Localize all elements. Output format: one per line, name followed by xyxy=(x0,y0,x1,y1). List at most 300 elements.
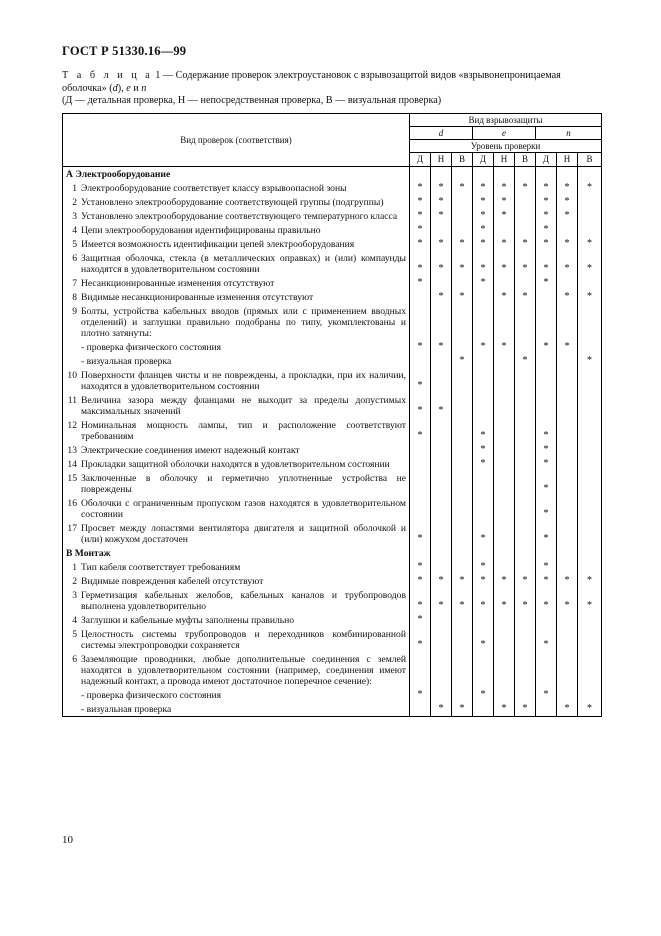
mark-cell xyxy=(494,521,515,546)
mark-cell xyxy=(431,627,452,652)
table-row xyxy=(63,354,602,368)
mark-cell xyxy=(494,496,515,521)
mark-cell xyxy=(515,393,536,418)
mark-cell xyxy=(410,471,431,496)
mark-cell xyxy=(452,496,473,521)
mark-cell xyxy=(557,393,578,418)
mark-cell: * xyxy=(536,627,557,652)
mark-cell xyxy=(494,304,515,340)
mark-cell xyxy=(515,167,536,182)
mark-cell: * xyxy=(473,223,494,237)
col-header-level: Уровень проверки xyxy=(410,140,602,153)
section-row xyxy=(63,167,602,182)
mark-cell xyxy=(452,521,473,546)
row-number: 12 xyxy=(67,420,77,431)
row-description xyxy=(63,627,410,652)
mark-cell: * xyxy=(452,588,473,613)
row-number xyxy=(66,690,77,701)
mark-cell: * xyxy=(410,588,431,613)
row-description xyxy=(63,702,410,717)
mark-cell xyxy=(473,702,494,717)
row-number: 13 xyxy=(67,445,77,456)
mark-cell: * xyxy=(431,251,452,276)
mark-cell: * xyxy=(473,195,494,209)
table-row xyxy=(63,471,602,496)
table-row xyxy=(63,496,602,521)
row-text: Заглушки и кабельные муфты заполнены правильно xyxy=(81,615,295,626)
row-description xyxy=(63,181,410,195)
mark-cell xyxy=(494,393,515,418)
mark-cell xyxy=(536,368,557,393)
mark-cell xyxy=(494,418,515,443)
mark-cell xyxy=(452,443,473,457)
row-number: 17 xyxy=(67,523,77,534)
mark-cell xyxy=(557,560,578,574)
mark-cell: * xyxy=(410,223,431,237)
row-description xyxy=(63,652,410,688)
row-number: 6 xyxy=(72,654,77,665)
mark-cell xyxy=(515,457,536,471)
mark-cell xyxy=(515,546,536,560)
row-text: Номинальная мощность лампы, тип и расположение соответствуют требованиям xyxy=(81,420,406,442)
mark-cell xyxy=(578,368,602,393)
mark-cell xyxy=(431,496,452,521)
row-text: Просвет между лопастями вентилятора двигателя и защитной оболочкой и (или) кожухом достаточен xyxy=(81,523,406,545)
mark-cell: * xyxy=(536,471,557,496)
mark-cell xyxy=(494,560,515,574)
mark-cell xyxy=(431,304,452,340)
mark-cell xyxy=(494,354,515,368)
mark-cell: * xyxy=(515,588,536,613)
mark-cell: * xyxy=(557,209,578,223)
mark-cell: * xyxy=(410,613,431,627)
row-number: 11 xyxy=(67,395,77,406)
row-text: Прокладки защитной оболочки находятся в удовлетворительном состоянии xyxy=(81,459,390,470)
row-description xyxy=(63,393,410,418)
mark-cell xyxy=(410,354,431,368)
mark-cell xyxy=(515,368,536,393)
mark-cell xyxy=(515,340,536,354)
row-description xyxy=(63,209,410,223)
mark-cell xyxy=(515,613,536,627)
mark-cell xyxy=(473,613,494,627)
mark-cell xyxy=(536,354,557,368)
mark-cell xyxy=(494,652,515,688)
mark-cell: * xyxy=(473,181,494,195)
mark-cell xyxy=(578,223,602,237)
mark-cell: * xyxy=(452,354,473,368)
mark-cell: * xyxy=(557,340,578,354)
mark-cell xyxy=(452,209,473,223)
mark-cell: * xyxy=(431,340,452,354)
mark-cell xyxy=(557,613,578,627)
mark-cell xyxy=(515,418,536,443)
mark-cell xyxy=(410,546,431,560)
mark-cell xyxy=(452,627,473,652)
table-row xyxy=(63,688,602,702)
mark-cell xyxy=(578,340,602,354)
row-description xyxy=(63,290,410,304)
mark-cell xyxy=(494,223,515,237)
row-text: Защитная оболочка, стекла (в металлических оправках) и (или) компаунды находятся в удовлетворительном состоянии xyxy=(81,253,406,275)
mark-cell: * xyxy=(536,560,557,574)
mark-cell xyxy=(473,652,494,688)
mark-cell xyxy=(536,546,557,560)
mark-cell xyxy=(515,496,536,521)
level-header-cell: Н xyxy=(494,153,515,167)
row-description xyxy=(63,521,410,546)
mark-cell xyxy=(578,560,602,574)
mark-cell xyxy=(578,195,602,209)
mark-cell xyxy=(452,167,473,182)
mark-cell xyxy=(536,613,557,627)
row-number: 6 xyxy=(72,253,77,264)
row-description xyxy=(63,613,410,627)
mark-cell: * xyxy=(578,354,602,368)
mark-cell: * xyxy=(473,340,494,354)
level-header-cell: Н xyxy=(557,153,578,167)
mark-cell xyxy=(515,195,536,209)
mark-cell xyxy=(431,223,452,237)
row-number: 7 xyxy=(72,278,77,289)
mark-cell: * xyxy=(557,588,578,613)
mark-cell xyxy=(452,418,473,443)
row-number: 4 xyxy=(72,615,77,626)
table-row xyxy=(63,443,602,457)
row-text: Видимые несанкционированные изменения отсутствуют xyxy=(81,292,314,303)
row-number: 14 xyxy=(67,459,77,470)
mark-cell: * xyxy=(515,702,536,717)
row-text: - визуальная проверка xyxy=(81,704,172,715)
mark-cell: * xyxy=(452,574,473,588)
mark-cell xyxy=(452,613,473,627)
mark-cell: * xyxy=(536,588,557,613)
mark-cell xyxy=(536,167,557,182)
mark-cell xyxy=(494,276,515,290)
mark-cell xyxy=(494,457,515,471)
caption-line-2 xyxy=(62,83,598,96)
mark-cell xyxy=(494,627,515,652)
mark-cell: * xyxy=(578,251,602,276)
mark-cell xyxy=(578,276,602,290)
mark-cell: * xyxy=(410,209,431,223)
row-number: 5 xyxy=(72,629,77,640)
section-title: А Электрооборудование xyxy=(63,167,410,182)
caption-type-e: e xyxy=(126,82,131,94)
caption-type-d: d xyxy=(112,82,118,94)
mark-cell xyxy=(557,627,578,652)
mark-cell xyxy=(473,546,494,560)
mark-cell: * xyxy=(431,209,452,223)
mark-cell: * xyxy=(536,457,557,471)
mark-cell xyxy=(557,521,578,546)
mark-cell xyxy=(557,443,578,457)
mark-cell: * xyxy=(473,560,494,574)
col-header-type-e: e xyxy=(473,127,536,140)
mark-cell xyxy=(557,223,578,237)
mark-cell xyxy=(473,354,494,368)
row-description xyxy=(63,368,410,393)
mark-cell xyxy=(515,521,536,546)
table-caption xyxy=(62,70,598,108)
mark-cell xyxy=(515,560,536,574)
mark-cell xyxy=(578,521,602,546)
mark-cell xyxy=(515,304,536,340)
row-description xyxy=(63,195,410,209)
mark-cell xyxy=(431,560,452,574)
mark-cell: * xyxy=(557,574,578,588)
mark-cell xyxy=(515,652,536,688)
mark-cell xyxy=(452,546,473,560)
mark-cell xyxy=(578,546,602,560)
row-description xyxy=(63,496,410,521)
mark-cell xyxy=(515,688,536,702)
row-text: Установлено электрооборудование соответствующего температурного класса xyxy=(81,211,398,222)
table-row xyxy=(63,276,602,290)
table-row xyxy=(63,627,602,652)
row-number: 9 xyxy=(72,306,77,317)
mark-cell xyxy=(515,471,536,496)
mark-cell xyxy=(410,702,431,717)
mark-cell xyxy=(410,443,431,457)
level-header-cell: Д xyxy=(536,153,557,167)
row-number: 2 xyxy=(72,576,77,587)
mark-cell: * xyxy=(410,521,431,546)
mark-cell xyxy=(494,368,515,393)
row-text: Целостность системы трубопроводов и переходников комбинированной системы электропроводки сохраняется xyxy=(81,629,406,651)
mark-cell: * xyxy=(515,181,536,195)
mark-cell: * xyxy=(494,702,515,717)
mark-cell: * xyxy=(515,237,536,251)
mark-cell: * xyxy=(410,688,431,702)
row-description xyxy=(63,340,410,354)
row-text: Заключенные в оболочку и герметично уплотненные устройства не повреждены xyxy=(81,473,406,495)
mark-cell xyxy=(536,702,557,717)
table-row xyxy=(63,702,602,717)
table-row xyxy=(63,251,602,276)
row-number xyxy=(66,704,77,715)
mark-cell: * xyxy=(536,209,557,223)
caption-line-1 xyxy=(62,70,598,83)
mark-cell xyxy=(557,368,578,393)
row-description xyxy=(63,560,410,574)
mark-cell xyxy=(473,496,494,521)
row-description xyxy=(63,276,410,290)
caption-line-3: (Д — детальная проверка, Н — непосредственная проверка, В — визуальная проверка) xyxy=(62,95,442,107)
mark-cell xyxy=(452,471,473,496)
mark-cell xyxy=(473,368,494,393)
mark-cell xyxy=(557,354,578,368)
mark-cell: * xyxy=(431,237,452,251)
mark-cell: * xyxy=(494,588,515,613)
mark-cell: * xyxy=(431,588,452,613)
row-description xyxy=(63,251,410,276)
mark-cell xyxy=(578,167,602,182)
mark-cell xyxy=(452,652,473,688)
row-number: 5 xyxy=(72,239,77,250)
mark-cell xyxy=(515,627,536,652)
mark-cell: * xyxy=(515,574,536,588)
mark-cell: * xyxy=(557,290,578,304)
table-row xyxy=(63,290,602,304)
table-row xyxy=(63,304,602,340)
mark-cell: * xyxy=(473,521,494,546)
mark-cell: * xyxy=(494,237,515,251)
level-header-cell: Н xyxy=(431,153,452,167)
mark-cell: * xyxy=(494,574,515,588)
mark-cell: * xyxy=(536,181,557,195)
mark-cell xyxy=(431,688,452,702)
mark-cell xyxy=(431,471,452,496)
mark-cell xyxy=(452,368,473,393)
mark-cell xyxy=(431,457,452,471)
level-header-cell: Д xyxy=(473,153,494,167)
mark-cell xyxy=(578,457,602,471)
mark-cell xyxy=(557,457,578,471)
mark-cell xyxy=(431,368,452,393)
row-description xyxy=(63,418,410,443)
mark-cell xyxy=(452,560,473,574)
mark-cell: * xyxy=(515,251,536,276)
table-row xyxy=(63,588,602,613)
mark-cell xyxy=(515,443,536,457)
mark-cell xyxy=(494,471,515,496)
mark-cell xyxy=(452,276,473,290)
mark-cell: * xyxy=(536,521,557,546)
mark-cell: * xyxy=(536,237,557,251)
level-header-cell: В xyxy=(578,153,602,167)
mark-cell: * xyxy=(473,276,494,290)
mark-cell: * xyxy=(536,340,557,354)
mark-cell xyxy=(536,304,557,340)
mark-cell xyxy=(578,304,602,340)
table-row xyxy=(63,418,602,443)
table-row xyxy=(63,195,602,209)
mark-cell: * xyxy=(410,627,431,652)
mark-cell xyxy=(431,418,452,443)
mark-cell xyxy=(431,521,452,546)
mark-cell: * xyxy=(431,195,452,209)
mark-cell: * xyxy=(557,181,578,195)
row-text: Тип кабеля соответствует требованиям xyxy=(81,562,241,573)
mark-cell xyxy=(431,167,452,182)
row-text: - визуальная проверка xyxy=(81,356,172,367)
mark-cell xyxy=(515,223,536,237)
mark-cell xyxy=(578,613,602,627)
mark-cell xyxy=(410,457,431,471)
mark-cell: * xyxy=(494,209,515,223)
mark-cell xyxy=(578,652,602,688)
row-number xyxy=(66,356,77,367)
mark-cell xyxy=(494,688,515,702)
document-header: ГОСТ Р 51330.16—99 xyxy=(62,44,187,58)
mark-cell xyxy=(536,290,557,304)
table-row xyxy=(63,560,602,574)
mark-cell xyxy=(557,546,578,560)
mark-cell: * xyxy=(431,702,452,717)
row-text: Установлено электрооборудование соответствующей группы (подгруппы) xyxy=(81,197,384,208)
row-text: Электрические соединения имеют надежный контакт xyxy=(81,445,300,456)
row-number: 16 xyxy=(67,498,77,509)
mark-cell: * xyxy=(536,443,557,457)
caption-type-n: n xyxy=(141,82,147,94)
mark-cell: * xyxy=(515,290,536,304)
mark-cell: * xyxy=(515,354,536,368)
mark-cell xyxy=(431,613,452,627)
mark-cell xyxy=(578,688,602,702)
row-text: Имеется возможность идентификации цепей электрооборудования xyxy=(81,239,355,250)
mark-cell xyxy=(578,496,602,521)
caption-text-2b: ), xyxy=(117,82,127,94)
mark-cell: * xyxy=(431,181,452,195)
mark-cell xyxy=(494,546,515,560)
row-description xyxy=(63,223,410,237)
row-text: Несанкционированные изменения отсутствуют xyxy=(81,278,275,289)
mark-cell: * xyxy=(494,195,515,209)
mark-cell xyxy=(410,496,431,521)
mark-cell: * xyxy=(410,340,431,354)
table-row xyxy=(63,613,602,627)
mark-cell: * xyxy=(536,223,557,237)
mark-cell xyxy=(557,276,578,290)
mark-cell: * xyxy=(410,237,431,251)
level-header-cell: В xyxy=(452,153,473,167)
mark-cell: * xyxy=(557,702,578,717)
row-description xyxy=(63,304,410,340)
mark-cell: * xyxy=(452,290,473,304)
mark-cell xyxy=(494,443,515,457)
mark-cell xyxy=(452,457,473,471)
row-text: Оболочки с ограниченным пропуском газов находятся в удовлетворительном состоянии xyxy=(81,498,406,520)
mark-cell xyxy=(578,443,602,457)
mark-cell: * xyxy=(578,290,602,304)
table-row xyxy=(63,237,602,251)
mark-cell: * xyxy=(557,251,578,276)
mark-cell xyxy=(473,393,494,418)
mark-cell xyxy=(494,167,515,182)
mark-cell xyxy=(578,393,602,418)
section-row xyxy=(63,546,602,560)
row-text: - проверка физического состояния xyxy=(81,690,222,701)
mark-cell: * xyxy=(536,251,557,276)
mark-cell xyxy=(557,496,578,521)
col-header-description: Вид проверок (соответствия) xyxy=(63,114,410,167)
mark-cell: * xyxy=(557,237,578,251)
mark-cell xyxy=(452,195,473,209)
mark-cell: * xyxy=(536,418,557,443)
row-text: Электрооборудование соответствует классу взрывоопасной зоны xyxy=(81,183,347,194)
mark-cell: * xyxy=(536,496,557,521)
level-header-cell: В xyxy=(515,153,536,167)
row-number: 15 xyxy=(67,473,77,484)
caption-text-2a: оболочка» ( xyxy=(62,82,113,94)
mark-cell xyxy=(431,354,452,368)
row-description xyxy=(63,237,410,251)
mark-cell xyxy=(515,209,536,223)
mark-cell: * xyxy=(578,574,602,588)
row-number: 4 xyxy=(72,225,77,236)
row-number: 2 xyxy=(72,197,77,208)
row-description xyxy=(63,354,410,368)
table-row xyxy=(63,340,602,354)
table-row xyxy=(63,368,602,393)
mark-cell: * xyxy=(494,181,515,195)
mark-cell: * xyxy=(410,195,431,209)
caption-text-1: 1 — Содержание проверок электроустановок с взрывозащитой видов «взрывонепроницаемая xyxy=(155,70,561,81)
mark-cell: * xyxy=(473,574,494,588)
table-row xyxy=(63,457,602,471)
mark-cell: * xyxy=(494,251,515,276)
